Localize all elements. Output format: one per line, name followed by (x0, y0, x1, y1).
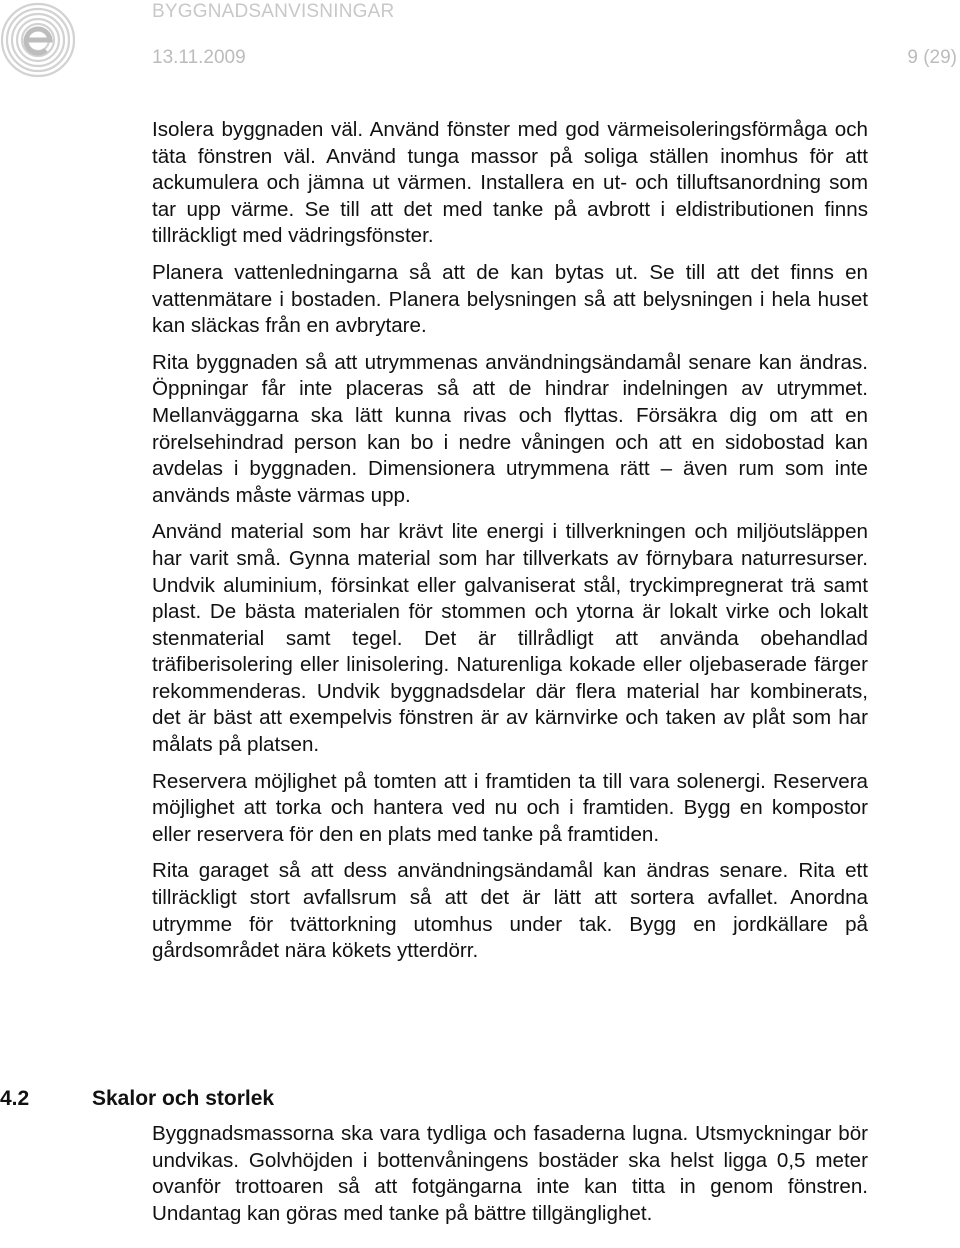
section-number: 4.2 (0, 1087, 30, 1110)
document-date: 13.11.2009 (152, 47, 246, 68)
section-heading: Skalor och storlek (92, 1087, 275, 1110)
paragraph-solar-energy: Reservera möjlighet på tomten att i framtiden ta till vara solenergi. Reservera möjlighet att torka och hantera ved nu och i framtiden. Bygg en kompostor eller reservera för den en plats med tanke på framtiden. (152, 769, 868, 846)
paragraph-garage: Rita garaget så att dess användningsändamål kan ändras senare. Rita ett tillräckligt stort avfallsrum så att det är lätt att sortera avfallet. Anordna utrymme för tvättorkning utomhus under tak. Bygg en jordkällare på gårdsområdet nära kökets ytterdörr. (152, 859, 868, 963)
e-logo-icon (0, 0, 78, 78)
paragraph-rooms: Rita byggnaden så att utrymmenas användningsändamål senare kan ändras. Öppningar får inte placeras så att de hindrar indelningen av utrymmet. Mellanväggarna ska lätt kunna rivas och flyttas. Försäkra dig om att en rörelsehindrad person kan bo i nedre våningen och att en sidobostad kan avdelas i byggnaden. Dimensionera utrymmena rätt – även rum som inte används måste värmas upp. (152, 350, 868, 507)
page-number: 9 (29) (907, 47, 957, 68)
paragraph-materials: Använd material som har krävt lite energi i tillverkningen och miljöutsläppen har varit små. Gynna material som har tillverkats av förnybara naturresurser. Undvik aluminium, försinkat eller galvaniserat stål, tryckimpregnerat trä samt plast. De bästa materialen för stommen och ytorna är lokalt virke och lokalt stenmaterial samt tegel. Det är tillrådligt att använda obehandlad träfiberisolering eller linisolering. Naturenliga kokade eller oljebaserade färger rekommenderas. Undvik byggnadsdelar där flera material har kombinerats, det är bäst att exempelvis fönstren är av kärnvirke och taken av plåt som har målats på platsen. (152, 520, 868, 757)
paragraph-water-lighting: Planera vattenledningarna så att de kan bytas ut. Se till att det finns en vattenmätare i bostaden. Planera belysningen så att belysningen i hela huset kan släckas från en avbrytare. (152, 260, 868, 338)
paragraph-insulation: Isolera byggnaden väl. Använd fönster med god värmeisoleringsförmåga och täta fönstren väl. Använd tunga massor på soliga ställen inomhus för att ackumulera och jämna ut värmen. Installera en ut- och tilluftsanordning som tar upp värme. Se till att det med tanke på avbrott i eldistributionen finns tillräckligt med vädringsfönster. (152, 118, 868, 248)
document-title: BYGGNADSANVISNINGAR (152, 1, 395, 22)
body-text (152, 117, 868, 975)
section-paragraph: Byggnadsmassorna ska vara tydliga och fasaderna lugna. Utsmyckningar bör undvikas. Golvhöjden i bottenvåningens bostäder ska helst ligga 0,5 meter ovanför trottoaren så att fotgängarna inte kan titta in genom fönstren. Undantag kan göras med tanke på bättre tillgänglighet. (152, 1122, 868, 1225)
